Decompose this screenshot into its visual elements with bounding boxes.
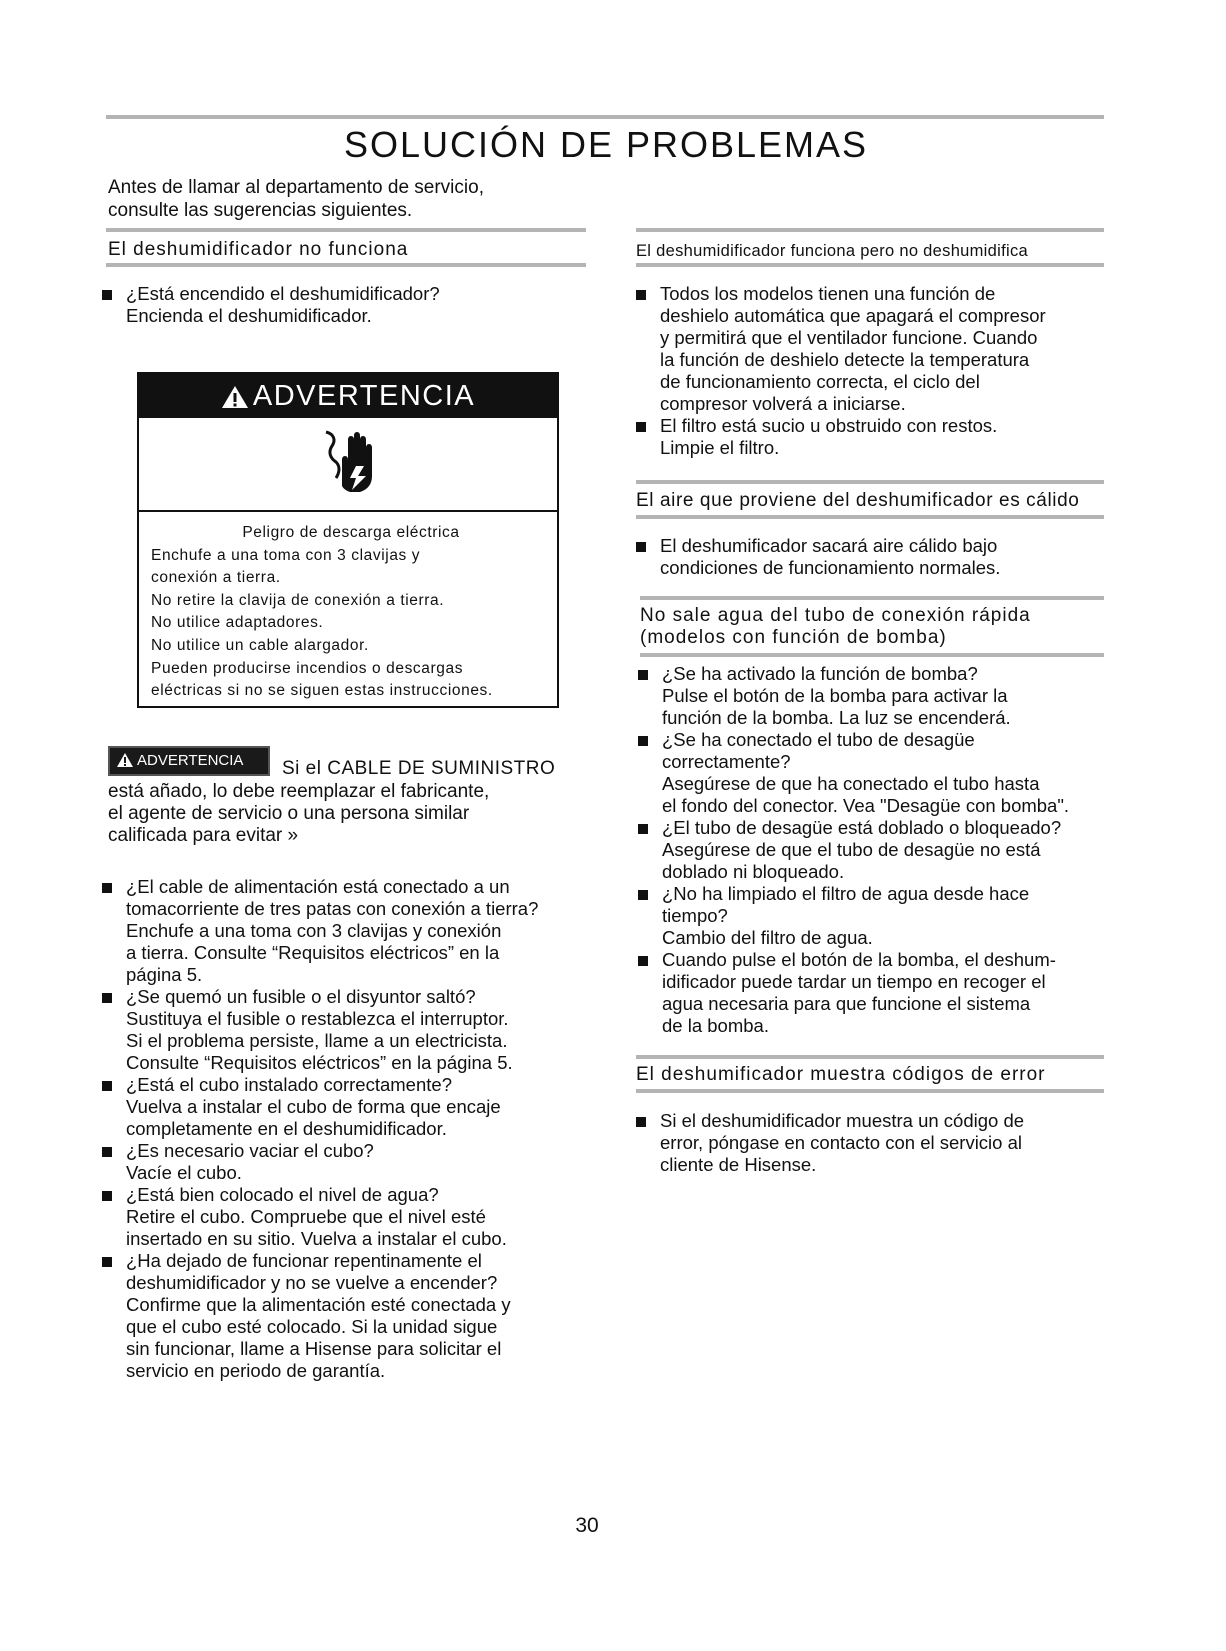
list-item	[636, 1110, 1116, 1176]
section-heading-aire-calido: El aire que proviene del deshumificador es cálido	[636, 490, 1080, 511]
warning-banner	[139, 374, 557, 418]
bullet-icon	[102, 883, 112, 893]
badge-label: ADVERTENCIA	[137, 752, 244, 769]
bullet-icon	[102, 1147, 112, 1157]
answer-line: Cambio del filtro de agua.	[662, 927, 873, 948]
section-rule	[106, 263, 586, 267]
answer-line: Consulte “Requisitos eléctricos” en la página 5.	[126, 1052, 513, 1073]
answer-line: Asegúrese de que el tubo de desagüe no está	[662, 839, 1041, 860]
section-rule	[636, 228, 1104, 232]
top-rule	[106, 115, 1104, 119]
question-line: ¿Está bien colocado el nivel de agua?	[126, 1184, 439, 1205]
question-line: idificador puede tardar un tiempo en recoger el	[662, 971, 1046, 992]
question-line: Si el deshumidificador muestra un código de	[660, 1110, 1025, 1131]
warning-line: No utilice adaptadores.	[151, 614, 324, 632]
answer-line: a tierra. Consulte “Requisitos eléctricos” en la	[126, 942, 500, 963]
question-line: deshumidificador y no se vuelve a encender?	[126, 1272, 498, 1293]
list-item	[638, 949, 1128, 1037]
answer-line: Confirme que la alimentación esté conectada y	[126, 1294, 511, 1315]
bullet-icon	[638, 736, 648, 746]
section-rule	[636, 1055, 1104, 1059]
question-line: de la bomba.	[662, 1015, 769, 1036]
bullet-icon	[636, 422, 646, 432]
page-number: 30	[575, 1514, 599, 1537]
warning-line: No utilice un cable alargador.	[151, 636, 369, 654]
question-line: ¿Se ha activado la función de bomba?	[662, 663, 978, 684]
section-rule	[636, 1089, 1104, 1093]
bullet-icon	[638, 890, 648, 900]
list-item	[102, 986, 602, 1074]
question-line: ¿Se ha conectado el tubo de desagüe	[662, 729, 975, 750]
question-line: correctamente?	[662, 751, 791, 772]
list-item	[102, 1074, 602, 1140]
right-list-2	[636, 535, 1116, 579]
answer-line: Si el problema persiste, llame a un electricista.	[126, 1030, 508, 1051]
intro-line: Antes de llamar al departamento de servicio,	[108, 177, 484, 198]
answer-line: Pulse el botón de la bomba para activar la	[662, 685, 1008, 706]
left-troubleshooting-list	[102, 876, 602, 1382]
list-item	[102, 1250, 602, 1382]
section-heading-no-sale-agua	[640, 605, 1031, 649]
question-line: y permitirá que el ventilador funcione. Cuando	[660, 327, 1038, 348]
electric-shock-hand-icon	[320, 426, 380, 496]
intro-line: consulte las sugerencias siguientes.	[108, 200, 413, 221]
question-line: tomacorriente de tres patas con conexión a tierra?	[126, 898, 539, 919]
list-item	[638, 663, 1128, 729]
question-line: ¿Se quemó un fusible o el disyuntor saltó?	[126, 986, 476, 1007]
section-heading-no-funciona: El deshumidificador no funciona	[108, 239, 409, 260]
question-line: ¿Ha dejado de funcionar repentinamente el	[126, 1250, 482, 1271]
section-rule	[640, 596, 1104, 600]
section-rule	[636, 263, 1104, 267]
question-line: ¿No ha limpiado el filtro de agua desde hace	[662, 883, 1030, 904]
bullet-icon	[102, 1191, 112, 1201]
warning-triangle-icon	[116, 752, 134, 768]
question-line: agua necesaria para que funcione el sistema	[662, 993, 1031, 1014]
warning-triangle-icon	[221, 385, 249, 409]
warning-text	[151, 522, 551, 703]
bullet-icon	[638, 670, 648, 680]
warning-line: Enchufe a una toma con 3 clavijas y	[151, 546, 421, 564]
bullet-icon	[636, 542, 646, 552]
cable-warning-text	[108, 781, 489, 847]
heading-line: (modelos con función de bomba)	[640, 627, 947, 648]
question-line: la función de deshielo detecte la temperatura	[660, 349, 1030, 370]
answer-line: completamente en el deshumidificador.	[126, 1118, 447, 1139]
list-item	[102, 876, 602, 986]
cable-line: calificada para evitar »	[108, 825, 299, 846]
question-line: error, póngase en contacto con el servicio al	[660, 1132, 1022, 1153]
bullet-icon	[638, 824, 648, 834]
answer-text: Encienda el deshumidificador.	[126, 305, 372, 326]
cable-line: está añado, lo debe reemplazar el fabricante,	[108, 781, 490, 802]
intro-text	[108, 176, 484, 222]
list-item	[638, 817, 1128, 883]
answer-line: página 5.	[126, 964, 203, 985]
list-item	[638, 729, 1128, 817]
answer-line: Asegúrese de que ha conectado el tubo hasta	[662, 773, 1040, 794]
answer-line: Limpie el filtro.	[660, 437, 780, 458]
bullet-icon	[102, 993, 112, 1003]
question-line: condiciones de funcionamiento normales.	[660, 557, 1001, 578]
list-item	[638, 883, 1128, 949]
advertencia-badge	[108, 746, 270, 776]
list-item	[102, 1140, 602, 1184]
right-list-1	[636, 283, 1126, 459]
question-line: compresor volverá a iniciarse.	[660, 393, 906, 414]
cable-line: el agente de servicio o una persona similar	[108, 803, 470, 824]
section-heading-codigos-error: El deshumificador muestra códigos de error	[636, 1064, 1046, 1085]
section-rule	[636, 480, 1104, 484]
question-line: El filtro está sucio u obstruido con restos.	[660, 415, 998, 436]
warning-banner-label: ADVERTENCIA	[252, 380, 476, 412]
answer-line: Sustituya el fusible o restablezca el interruptor.	[126, 1008, 509, 1029]
warning-line: Peligro de descarga eléctrica	[242, 524, 460, 541]
warning-line: No retire la clavija de conexión a tierra.	[151, 591, 445, 609]
answer-line: sin funcionar, llame a Hisense para solicitar el	[126, 1338, 502, 1359]
answer-line: Enchufe a una toma con 3 clavijas y conexión	[126, 920, 502, 941]
bullet-icon	[638, 956, 648, 966]
answer-line: el fondo del conector. Vea "Desagüe con bomba".	[662, 795, 1070, 816]
right-list-4	[636, 1110, 1116, 1176]
answer-line: función de la bomba. La luz se encenderá.	[662, 707, 1011, 728]
list-item	[102, 283, 440, 327]
question-line: Todos los modelos tienen una función de	[660, 283, 996, 304]
list-item	[102, 1184, 602, 1250]
answer-line: insertado en su sitio. Vuelva a instalar el cubo.	[126, 1228, 507, 1249]
question-line: tiempo?	[662, 905, 728, 926]
section-rule	[636, 515, 1104, 519]
question-line: ¿Está el cubo instalado correctamente?	[126, 1074, 452, 1095]
list-item	[636, 415, 1126, 459]
bullet-icon	[636, 1117, 646, 1127]
heading-line: No sale agua del tubo de conexión rápida	[640, 605, 1031, 626]
bullet-icon	[102, 290, 112, 300]
question-line: Cuando pulse el botón de la bomba, el deshum-	[662, 949, 1056, 970]
bullet-icon	[102, 1257, 112, 1267]
warning-line: conexión a tierra.	[151, 569, 281, 587]
list-item	[636, 535, 1116, 579]
warning-box	[137, 372, 559, 708]
answer-line: servicio en periodo de garantía.	[126, 1360, 386, 1381]
section-rule	[106, 228, 586, 232]
warning-line: eléctricas si no se siguen estas instrucciones.	[151, 682, 493, 700]
bullet-icon	[102, 1081, 112, 1091]
question-line: ¿El tubo de desagüe está doblado o bloqueado?	[662, 817, 1062, 838]
answer-line: Vacíe el cubo.	[126, 1162, 242, 1183]
right-list-3	[638, 663, 1128, 1037]
bullet-icon	[636, 290, 646, 300]
answer-line: doblado ni bloqueado.	[662, 861, 845, 882]
list-item	[636, 283, 1126, 415]
page-title: SOLUCIÓN DE PROBLEMAS	[343, 124, 869, 165]
question-line: ¿El cable de alimentación está conectado a un	[126, 876, 510, 897]
answer-line: Retire el cubo. Compruebe que el nivel esté	[126, 1206, 486, 1227]
question-text: ¿Está encendido el deshumidificador?	[126, 283, 440, 304]
question-line: de funcionamiento correcta, el ciclo del	[660, 371, 980, 392]
answer-line: Vuelva a instalar el cubo de forma que encaje	[126, 1096, 501, 1117]
question-line: ¿Es necesario vaciar el cubo?	[126, 1140, 374, 1161]
section-heading-no-deshumidifica: El deshumidificador funciona pero no deshumidifica	[636, 242, 1028, 260]
warning-line: Pueden producirse incendios o descargas	[151, 659, 464, 677]
section-rule	[640, 653, 1104, 657]
question-line: cliente de Hisense.	[660, 1154, 817, 1175]
question-line: El deshumificador sacará aire cálido bajo	[660, 535, 998, 556]
cable-warning-first-line: Si el CABLE DE SUMINISTRO	[282, 758, 556, 779]
answer-line: que el cubo esté colocado. Si la unidad sigue	[126, 1316, 498, 1337]
question-line: deshielo automática que apagará el compresor	[660, 305, 1046, 326]
